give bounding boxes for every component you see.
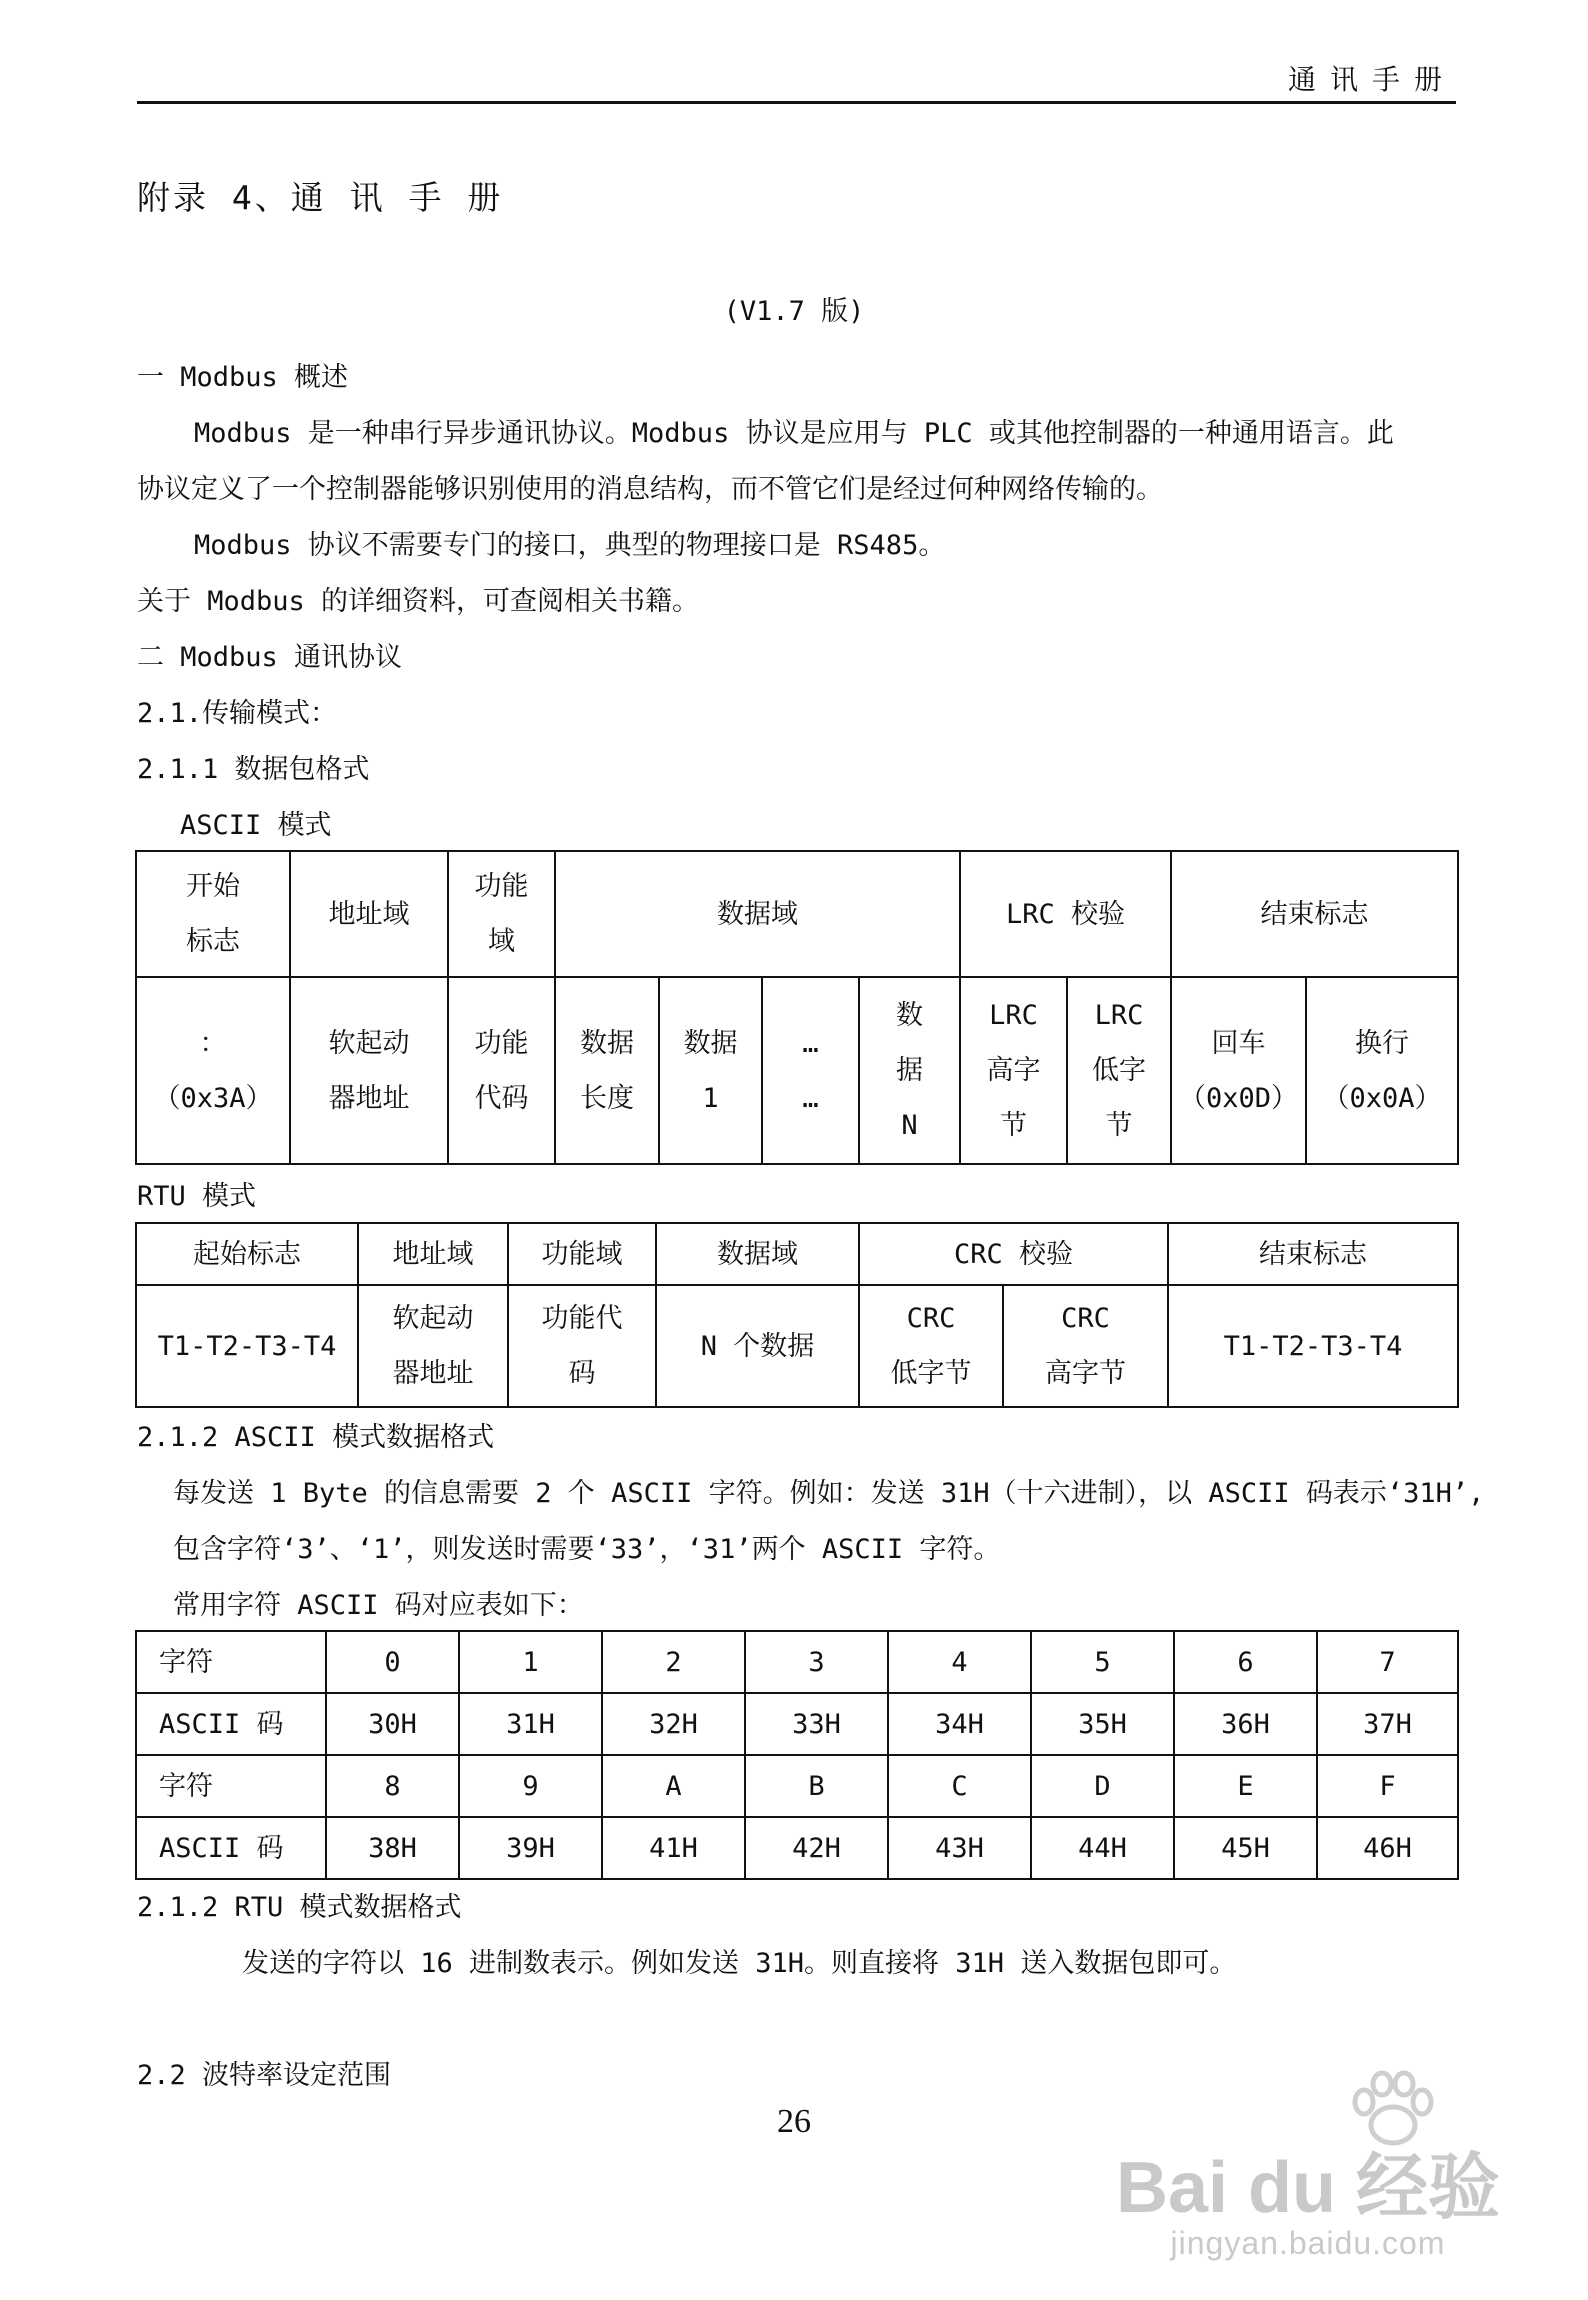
char-table-row-label: 字符 [136,1755,326,1817]
ascii-cell-lf: 换行 （0x0A） [1306,977,1458,1164]
ascii-cell-lrc-high: LRC 高字 节 [960,977,1067,1164]
ascii-cell-address: 软起动 器地址 [290,977,448,1164]
char-table-cell: 44H [1031,1817,1174,1879]
char-table-row-label: 字符 [136,1631,326,1693]
rtu-cell-crc-high: CRC 高字节 [1003,1285,1168,1407]
version-label: (V1.7 版) [723,296,865,327]
ascii-header-address: 地址域 [290,851,448,977]
ascii-format-line2: 包含字符‘3’、‘1’，则发送时需要‘33’，‘31’两个 ASCII 字符。 [173,1534,1001,1565]
rtu-cell-function: 功能代 码 [508,1285,656,1407]
char-table-cell: 33H [745,1693,888,1755]
baidu-watermark [1116,2150,1500,2260]
ascii-cell-data1: 数据 1 [659,977,762,1164]
char-table-cell: 41H [602,1817,745,1879]
rtu-frame-table [135,1222,1459,1408]
char-table-cell: 34H [888,1693,1031,1755]
section1-para1-line2: 协议定义了一个控制器能够识别使用的消息结构，而不管它们是经过何种网络传输的。 [137,474,1163,505]
ascii-header-end: 结束标志 [1171,851,1458,977]
section-2-1-1: 2.1.1 数据包格式 [137,754,370,785]
section-2-2: 2.2 波特率设定范围 [137,2060,392,2091]
char-table-cell: D [1031,1755,1174,1817]
char-table-cell: 2 [602,1631,745,1693]
char-table-cell: C [888,1755,1031,1817]
char-table-cell: 35H [1031,1693,1174,1755]
section1-heading: 一 Modbus 概述 [137,362,349,393]
char-table-cell: 9 [459,1755,602,1817]
rtu-header-address: 地址域 [358,1223,508,1285]
ascii-cell-lrc-low: LRC 低字 节 [1067,977,1171,1164]
ascii-cell-colon: ： （0x3A） [136,977,290,1164]
rtu-mode-label: RTU 模式 [137,1181,257,1212]
char-table-row [136,1693,1458,1755]
char-table-cell: 7 [1317,1631,1458,1693]
paw-icon [1348,2070,1438,2150]
rtu-header-start: 起始标志 [136,1223,358,1285]
ascii-cell-function: 功能 代码 [448,977,555,1164]
section-2-1-2-ascii: 2.1.2 ASCII 模式数据格式 [137,1422,495,1453]
char-table-cell: 42H [745,1817,888,1879]
rtu-header-end: 结束标志 [1168,1223,1458,1285]
section1-para1-line1: Modbus 是一种串行异步通讯协议。Modbus 协议是应用与 PLC 或其他控制器的一种通用语言。此 [194,418,1394,449]
char-table-cell: 1 [459,1631,602,1693]
char-table-cell: 6 [1174,1631,1317,1693]
running-header-title: 通讯手册 [1287,63,1456,96]
char-table-cell: 31H [459,1693,602,1755]
ascii-char-table [135,1630,1459,1880]
char-table-cell: 36H [1174,1693,1317,1755]
ascii-header-start: 开始 标志 [136,851,290,977]
ascii-cell-dataN: 数 据 N [859,977,960,1164]
char-table-cell: 45H [1174,1817,1317,1879]
rtu-cell-address: 软起动 器地址 [358,1285,508,1407]
ascii-cell-cr: 回车 （0x0D） [1171,977,1306,1164]
ascii-format-line1: 每发送 1 Byte 的信息需要 2 个 ASCII 字符。例如：发送 31H（十六进制），以 ASCII 码表示‘31H’, [173,1478,1485,1509]
char-table-cell: 46H [1317,1817,1458,1879]
section-2-1-2-rtu: 2.1.2 RTU 模式数据格式 [137,1892,462,1923]
char-table-cell: 3 [745,1631,888,1693]
rtu-cell-crc-low: CRC 低字节 [859,1285,1003,1407]
header-rule [137,101,1456,104]
ascii-header-lrc: LRC 校验 [960,851,1171,977]
ascii-header-data: 数据域 [555,851,960,977]
char-table-cell: A [602,1755,745,1817]
ascii-header-function: 功能 域 [448,851,555,977]
section-2-1: 2.1.传输模式： [137,698,338,729]
rtu-cell-end: T1-T2-T3-T4 [1168,1285,1458,1407]
rtu-header-function: 功能域 [508,1223,656,1285]
rtu-header-data: 数据域 [656,1223,859,1285]
section1-para2: Modbus 协议不需要专门的接口，典型的物理接口是 RS485。 [194,530,946,561]
rtu-cell-data: N 个数据 [656,1285,859,1407]
char-table-cell: B [745,1755,888,1817]
section2-heading: 二 Modbus 通讯协议 [137,642,403,673]
section1-para3: 关于 Modbus 的详细资料，可查阅相关书籍。 [137,586,700,617]
char-table-cell: 5 [1031,1631,1174,1693]
appendix-title: 附录 4、通 讯 手 册 [137,178,504,217]
char-table-cell: 38H [326,1817,459,1879]
char-table-cell: 8 [326,1755,459,1817]
char-table-row-label: ASCII 码 [136,1693,326,1755]
char-table-row [136,1755,1458,1817]
page-number: 26 [777,2103,811,2140]
rtu-header-crc: CRC 校验 [859,1223,1168,1285]
ascii-cell-length: 数据 长度 [555,977,659,1164]
char-table-cell: 0 [326,1631,459,1693]
char-table-cell: 32H [602,1693,745,1755]
watermark-brand: Bai du 经验 [1115,2148,1500,2228]
watermark-url: jingyan.baidu.com [1170,2225,1446,2261]
char-table-cell: E [1174,1755,1317,1817]
char-table-row [136,1817,1458,1879]
rtu-format-line: 发送的字符以 16 进制数表示。例如发送 31H。则直接将 31H 送入数据包即可。 [242,1948,1237,1979]
char-table-cell: F [1317,1755,1458,1817]
char-table-cell: 37H [1317,1693,1458,1755]
ascii-mode-label: ASCII 模式 [180,810,332,841]
char-table-row [136,1631,1458,1693]
char-table-cell: 43H [888,1817,1031,1879]
ascii-cell-ellipsis: … … [762,977,859,1164]
rtu-cell-start: T1-T2-T3-T4 [136,1285,358,1407]
char-table-cell: 39H [459,1817,602,1879]
char-table-cell: 4 [888,1631,1031,1693]
ascii-frame-table [135,850,1459,1165]
char-table-row-label: ASCII 码 [136,1817,326,1879]
char-table-cell: 30H [326,1693,459,1755]
char-table-intro: 常用字符 ASCII 码对应表如下： [173,1590,584,1621]
